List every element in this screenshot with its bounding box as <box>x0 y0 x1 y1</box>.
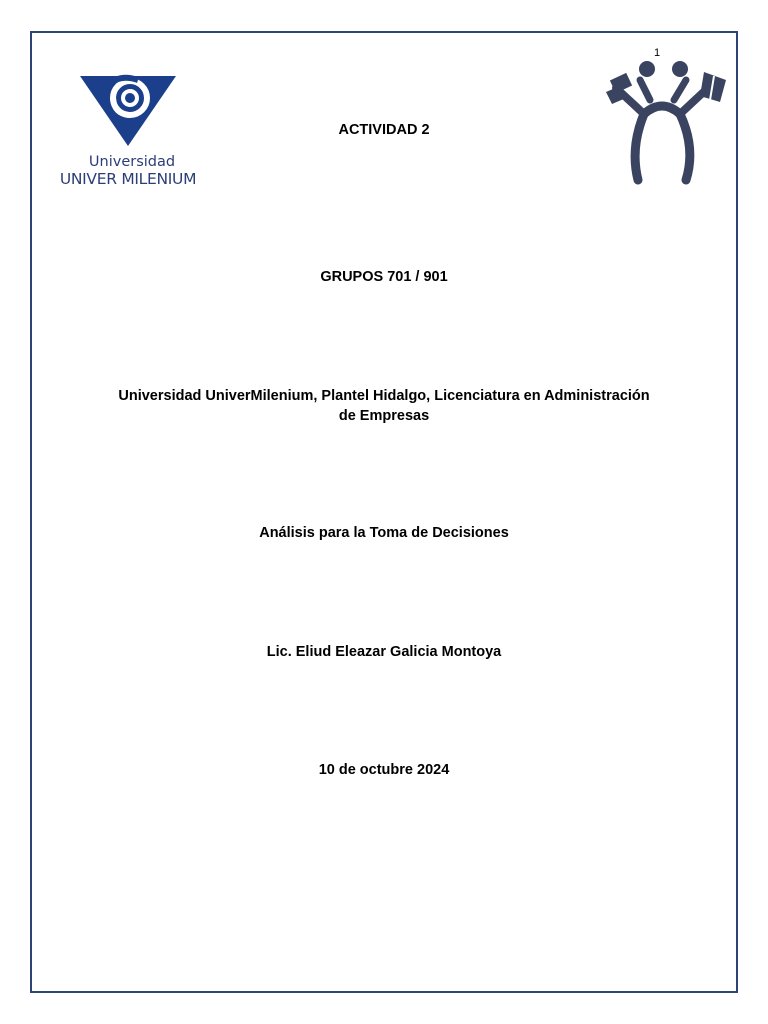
page-number: 1 <box>654 47 661 59</box>
document-date: 10 de octubre 2024 <box>318 762 450 778</box>
groups-label: GRUPOS 701 / 901 <box>320 269 448 285</box>
subject-name: Análisis para la Toma de Decisiones <box>259 525 509 541</box>
activity-title: ACTIVIDAD 2 <box>338 122 430 138</box>
institution-line-1: Universidad UniverMilenium, Plantel Hidalgo, Licenciatura en Administración <box>118 388 650 404</box>
institution-line-2: de Empresas <box>338 408 430 424</box>
logo-text-universidad: Universidad <box>88 154 176 170</box>
teacher-name: Lic. Eliud Eleazar Galicia Montoya <box>266 644 502 660</box>
logo-text-name: UNIVER MILENIUM <box>59 170 197 188</box>
